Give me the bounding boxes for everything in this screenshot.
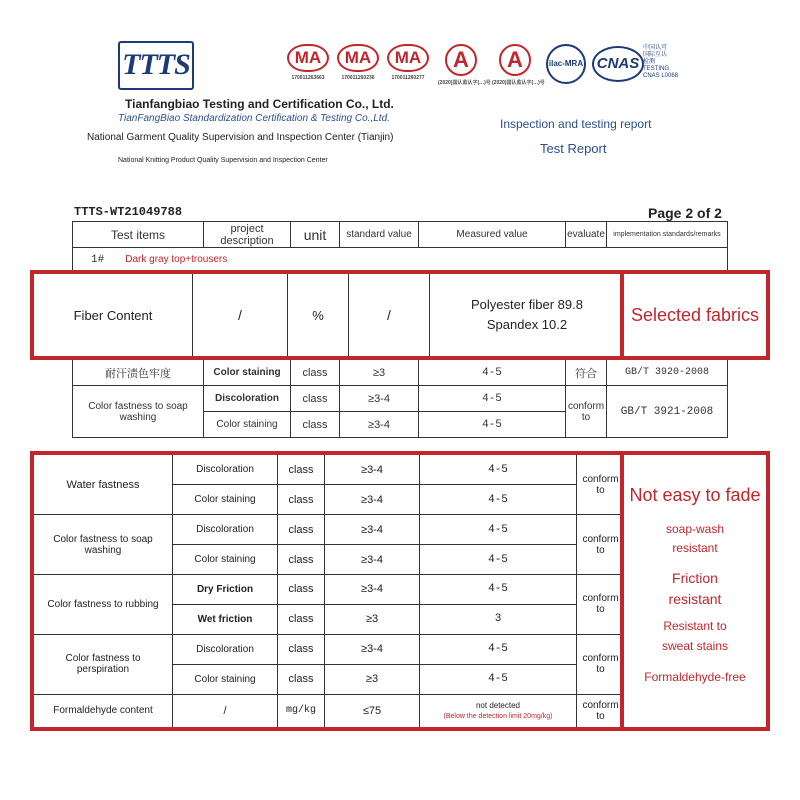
row-item: Color fastness to soap washing — [34, 515, 173, 575]
feature-sweat: Resistant to sweat stains — [661, 619, 729, 653]
fiber-value — [430, 274, 625, 356]
fastness-table — [34, 455, 624, 727]
header-unit: unit — [291, 222, 340, 248]
row-item: Color fastness to rubbing — [34, 575, 173, 635]
sample-name: Dark gray top+trousers — [125, 254, 228, 265]
cal-mark: A — [499, 44, 531, 76]
row-value: 4-5 — [419, 412, 566, 438]
row-item: Formaldehyde content — [34, 694, 173, 727]
row-desc: Dry Friction — [173, 575, 278, 605]
cma-mark: MA — [387, 44, 429, 72]
row-value: 4-5 — [420, 515, 577, 545]
row-value — [420, 694, 577, 727]
row-unit: class — [278, 485, 325, 515]
row-desc: Color staining — [204, 412, 291, 438]
feature-soap-wash: soap-wash resistant — [665, 522, 725, 555]
row-unit: class — [291, 360, 340, 386]
row-value: 4-5 — [419, 386, 566, 412]
row-desc: Color staining — [173, 664, 278, 694]
row-desc: Color staining — [173, 545, 278, 575]
cma-seal-2 — [336, 44, 380, 86]
row-unit: class — [291, 386, 340, 412]
sample-index: 1# — [91, 254, 105, 266]
row-std: ≥3 — [325, 604, 420, 634]
cal-seal-1 — [438, 44, 491, 86]
row-eval: conform to — [577, 694, 625, 727]
company-name-en: TianFangBiao Standardization Certification & Testing Co.,Ltd. — [118, 113, 390, 124]
row-value: 3 — [420, 604, 577, 634]
row-desc: Color staining — [204, 360, 291, 386]
center-name-1: National Garment Quality Supervision and Inspection Center (Tianjin) — [87, 132, 394, 143]
row-value: 4-5 — [420, 485, 577, 515]
header-evaluate: evaluate — [566, 222, 607, 248]
row-eval: conform to — [566, 386, 607, 438]
fiber-content-table — [34, 274, 624, 356]
table-row — [34, 515, 624, 545]
row-unit: class — [291, 412, 340, 438]
table-row — [34, 575, 624, 605]
seal-number: 170011263663 — [291, 75, 325, 81]
cma-mark: MA — [287, 44, 329, 72]
row-std: ≥3-4 — [325, 485, 420, 515]
row-desc: Discoloration — [204, 386, 291, 412]
seal-number: (2020)国认监认字(…)号 — [438, 80, 491, 86]
row-eval: conform to — [577, 515, 625, 575]
row-unit: class — [278, 455, 325, 485]
header-description: project description — [204, 222, 291, 248]
table-row — [34, 634, 624, 664]
formaldehyde-row — [34, 694, 624, 727]
fiber-unit: % — [288, 274, 349, 356]
row-desc: Wet friction — [173, 604, 278, 634]
header-measured: Measured value — [419, 222, 566, 248]
row-desc: Discoloration — [173, 455, 278, 485]
seal-number: (2020)国认监认字(…)号 — [492, 80, 545, 86]
cal-seal-2 — [492, 44, 545, 86]
feature-formaldehyde-free: Formaldehyde-free — [644, 670, 746, 684]
table-row — [73, 360, 728, 386]
seal-number: 170011260236 — [341, 75, 375, 81]
ilac-mra-logo: ilac-MRA — [546, 44, 586, 84]
cma-seal-3 — [386, 44, 430, 86]
not-easy-to-fade-title: Not easy to fade — [629, 485, 761, 505]
row-std: ≥3 — [340, 360, 419, 386]
fiber-value-polyester: Polyester fiber 89.8 — [470, 297, 583, 312]
feature-friction: Friction resistant — [668, 570, 722, 607]
row-eval: 符合 — [566, 360, 607, 386]
row-std: ≥3-4 — [325, 455, 420, 485]
report-number: TTTS-WT21049788 — [74, 205, 183, 219]
row-unit: class — [278, 515, 325, 545]
row-desc: Discoloration — [173, 515, 278, 545]
row-value: 4-5 — [419, 360, 566, 386]
row-item: Color fastness to soap washing — [73, 386, 204, 438]
center-name-2: National Knitting Product Quality Supervision and Inspection Center — [118, 157, 328, 164]
row-value: 4-5 — [420, 634, 577, 664]
row-std: ≥3 — [325, 664, 420, 694]
header-implementation: implementation standards/remarks — [607, 222, 728, 248]
row-std: ≥3-4 — [325, 515, 420, 545]
formaldehyde-note: (Below the detection limit 20mg/kg) — [443, 712, 553, 720]
fiber-content-box — [30, 270, 628, 360]
row-unit: mg/kg — [278, 694, 325, 727]
cnas-caption: 中国认可 国际互认 检测 TESTING CNAS L0068 — [643, 45, 679, 79]
header-standard: standard value — [340, 222, 419, 248]
formaldehyde-result: not detected — [475, 700, 521, 710]
row-desc: Color staining — [173, 485, 278, 515]
fiber-std: / — [349, 274, 430, 356]
row-eval: conform to — [577, 455, 625, 515]
ttts-logo: TTTS — [118, 41, 194, 90]
page-indicator: Page 2 of 2 — [648, 205, 722, 221]
report-title-en: Test Report — [540, 141, 607, 156]
header-test-items: Test items — [73, 222, 204, 248]
features-box — [620, 451, 770, 731]
selected-fabrics-box — [620, 270, 770, 360]
fiber-desc: / — [193, 274, 288, 356]
seal-number: 170011260277 — [391, 75, 425, 81]
company-name: Tianfangbiao Testing and Certification Co., Ltd. — [125, 97, 394, 111]
row-value: 4-5 — [420, 575, 577, 605]
row-impl: GB/T 3920-2008 — [607, 360, 728, 386]
report-title: Inspection and testing report — [500, 117, 652, 131]
row-value: 4-5 — [420, 664, 577, 694]
row-value: 4-5 — [420, 545, 577, 575]
row-item: Color fastness to perspiration — [34, 634, 173, 694]
row-item: Water fastness — [34, 455, 173, 515]
sample-row — [73, 248, 728, 272]
cma-seal-1 — [286, 44, 330, 86]
row-unit: class — [278, 634, 325, 664]
selected-fabrics-label: Selected fabrics — [630, 304, 760, 325]
table-row — [34, 455, 624, 485]
row-desc: / — [173, 694, 278, 727]
cma-mark: MA — [337, 44, 379, 72]
row-std: ≥3-4 — [340, 386, 419, 412]
fastness-box — [30, 451, 628, 731]
cnas-logo: CNAS — [592, 46, 644, 82]
fiber-value-spandex: Spandex 10.2 — [486, 317, 568, 332]
row-value: 4-5 — [420, 455, 577, 485]
row-impl: GB/T 3921-2008 — [607, 386, 728, 438]
row-eval: conform to — [577, 575, 625, 635]
row-item: 耐汗渍色牢度 — [73, 360, 204, 386]
row-unit: class — [278, 664, 325, 694]
row-unit: class — [278, 575, 325, 605]
cal-mark: A — [445, 44, 477, 76]
row-unit: class — [278, 545, 325, 575]
fiber-content-label: Fiber Content — [34, 274, 193, 356]
row-unit: class — [278, 604, 325, 634]
table-row — [73, 386, 728, 412]
table-header-row — [73, 222, 728, 248]
row-std: ≤75 — [325, 694, 420, 727]
row-std: ≥3-4 — [325, 634, 420, 664]
row-eval: conform to — [577, 634, 625, 694]
row-desc: Discoloration — [173, 634, 278, 664]
row-std: ≥3-4 — [325, 545, 420, 575]
row-std: ≥3-4 — [325, 575, 420, 605]
row-std: ≥3-4 — [340, 412, 419, 438]
